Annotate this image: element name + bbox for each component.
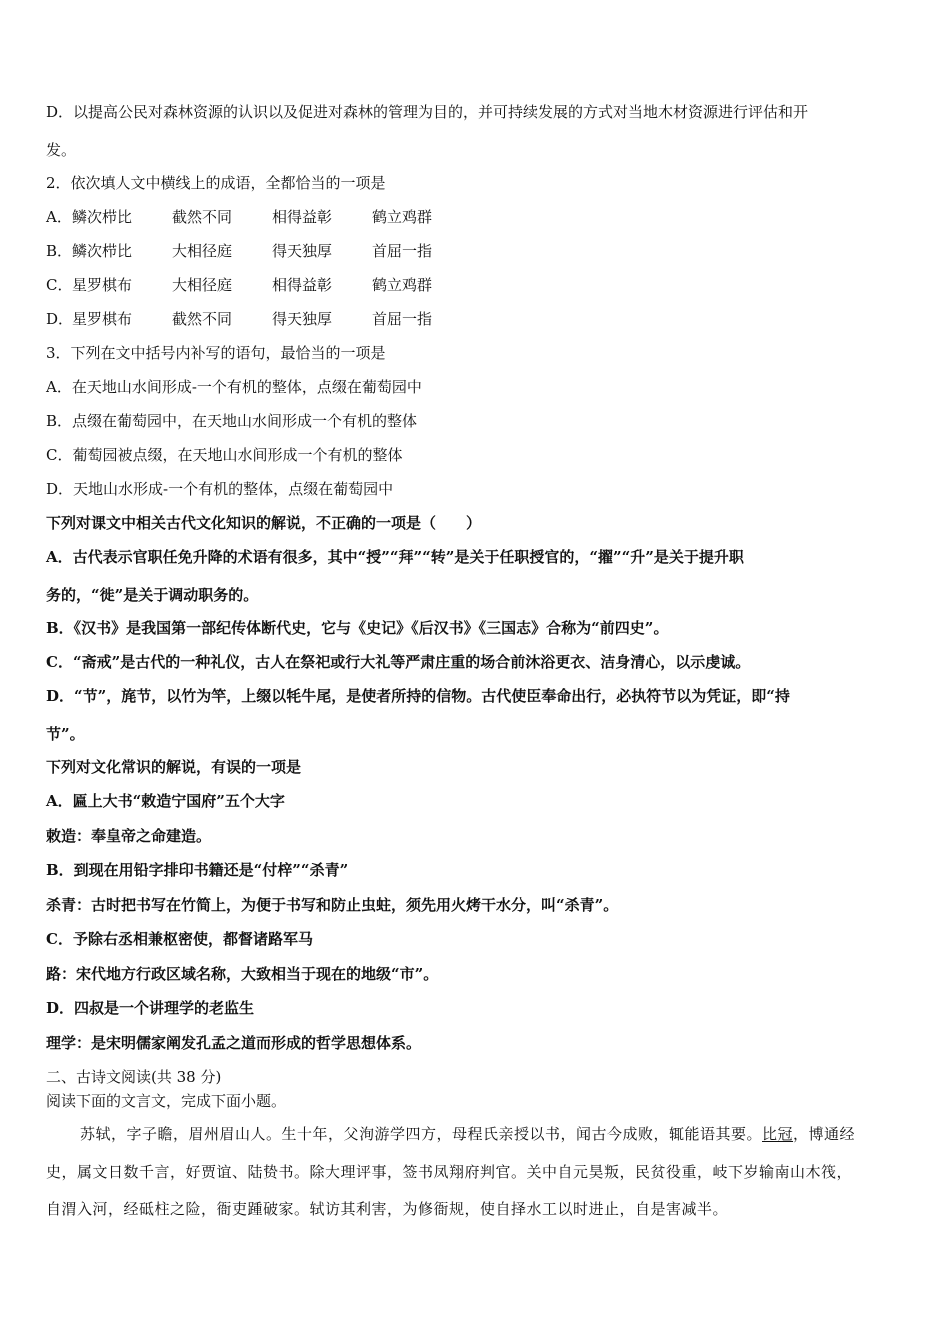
q2-option-b bbox=[46, 241, 904, 261]
idiom: 得天独厚 bbox=[272, 310, 333, 328]
idiom: 首屈一指 bbox=[372, 310, 433, 328]
q3-option-d: D．天地山水形成-一个有机的整体，点缀在葡萄园中 bbox=[46, 480, 394, 498]
q4-option-c: C．“斋戒”是古代的一种礼仪，古人在祭祀或行大礼等严肃庄重的场合前沐浴更衣、洁身清心，以示虔诚。 bbox=[46, 653, 751, 671]
idiom: 截然不同 bbox=[172, 208, 233, 226]
idiom: 相得益彰 bbox=[272, 208, 333, 226]
passage-text: 苏轼，字子瞻，眉州眉山人。生十年，父洵游学四方，母程氏亲授以书，闻古今成败，辄能语其要。 bbox=[80, 1125, 763, 1143]
q5-option-d: D．四叔是一个讲理学的老监生 bbox=[46, 999, 255, 1017]
idiom: 大相径庭 bbox=[172, 242, 233, 260]
q1-option-d-line2: 发。 bbox=[46, 141, 77, 159]
idiom: 星罗棋布 bbox=[72, 276, 133, 294]
idiom: 鹤立鸡群 bbox=[372, 208, 433, 226]
section-heading: 二、古诗文阅读(共 38 分) bbox=[46, 1068, 222, 1086]
q3-option-a: A．在天地山水间形成-一个有机的整体，点缀在葡萄园中 bbox=[46, 378, 422, 396]
option-letter: D． bbox=[46, 310, 74, 328]
option-letter: C． bbox=[46, 276, 73, 294]
classical-passage-line1 bbox=[46, 1124, 904, 1144]
idiom: 鹤立鸡群 bbox=[372, 276, 433, 294]
q4-option-b: B．《汉书》是我国第一部纪传体断代史，它与《史记》《后汉书》《三国志》合称为“前四史”。 bbox=[46, 619, 669, 637]
q3-option-b: B．点缀在葡萄园中，在天地山水间形成一个有机的整体 bbox=[46, 412, 418, 430]
q2-option-a bbox=[46, 207, 904, 227]
idiom: 截然不同 bbox=[172, 310, 233, 328]
option-letter: B． bbox=[46, 242, 73, 260]
q3-option-c: C．葡萄园被点缀，在天地山水间形成一个有机的整体 bbox=[46, 446, 403, 464]
q5-option-c: C．予除右丞相兼枢密使，都督诸路军马 bbox=[46, 930, 313, 948]
q5-stem: 下列对文化常识的解说，有误的一项是 bbox=[46, 758, 302, 776]
classical-passage-line2: 史，属文日数千言，好贾谊、陆贽书。除大理评事，签书凤翔府判官。关中自元昊叛，民贫役重，岐下岁输南山木筏， bbox=[46, 1163, 853, 1181]
q1-option-d-line1: D．以提高公民对森林资源的认识以及促进对森林的管理为目的，并可持续发展的方式对当地木材资源进行评估和开 bbox=[46, 103, 809, 121]
q5-option-b-note: 杀青：古时把书写在竹简上，为便于书写和防止虫蛀，须先用火烤干水分，叫“杀青”。 bbox=[46, 896, 619, 914]
q5-option-d-note: 理学：是宋明儒家阐发孔孟之道而形成的哲学思想体系。 bbox=[46, 1034, 422, 1052]
option-letter: A． bbox=[46, 208, 72, 226]
q3-stem: 3．下列在文中括号内补写的语句，最恰当的一项是 bbox=[46, 344, 386, 362]
q4-option-d-line2: 节”。 bbox=[46, 725, 85, 743]
q5-option-c-note: 路：宋代地方行政区域名称，大致相当于现在的地级“市”。 bbox=[46, 965, 439, 983]
q4-option-d-line1: D．“节”，旄节，以竹为竿，上缀以牦牛尾，是使者所持的信物。古代使臣奉命出行，必执符节以为凭证，即“持 bbox=[46, 687, 790, 705]
idiom: 星罗棋布 bbox=[72, 310, 133, 328]
idiom: 鳞次栉比 bbox=[72, 208, 133, 226]
q5-option-a-note: 敕造：奉皇帝之命建造。 bbox=[46, 827, 212, 845]
classical-passage-line3: 自渭入河，经砥柱之险，衙吏踵破家。轼访其利害，为修衙规，使自择水工以时进止，自是害减半。 bbox=[46, 1200, 729, 1218]
idiom: 大相径庭 bbox=[172, 276, 233, 294]
idiom: 相得益彰 bbox=[272, 276, 333, 294]
q2-option-d bbox=[46, 309, 904, 329]
q5-option-a: A．匾上大书“敕造宁国府”五个大字 bbox=[46, 792, 285, 810]
idiom: 得天独厚 bbox=[272, 242, 333, 260]
q4-option-a-line1: A．古代表示官职任免升降的术语有很多，其中“授”“拜”“转”是关于任职授官的，“擢”“升”是关于提升职 bbox=[46, 548, 744, 566]
passage-text: ，博通经 bbox=[793, 1125, 856, 1143]
q2-option-c bbox=[46, 275, 904, 295]
section-instruction: 阅读下面的文言文，完成下面小题。 bbox=[46, 1092, 287, 1110]
underlined-term: 比冠 bbox=[762, 1125, 794, 1143]
idiom: 首屈一指 bbox=[372, 242, 433, 260]
q4-stem: 下列对课文中相关古代文化知识的解说，不正确的一项是（ ） bbox=[46, 514, 482, 532]
idiom: 鳞次栉比 bbox=[72, 242, 133, 260]
q2-stem: 2．依次填人文中横线上的成语，全都恰当的一项是 bbox=[46, 174, 386, 192]
q5-option-b: B．到现在用铅字排印书籍还是“付梓”“杀青” bbox=[46, 861, 349, 879]
q4-option-a-line2: 务的，“徙”是关于调动职务的。 bbox=[46, 586, 259, 604]
